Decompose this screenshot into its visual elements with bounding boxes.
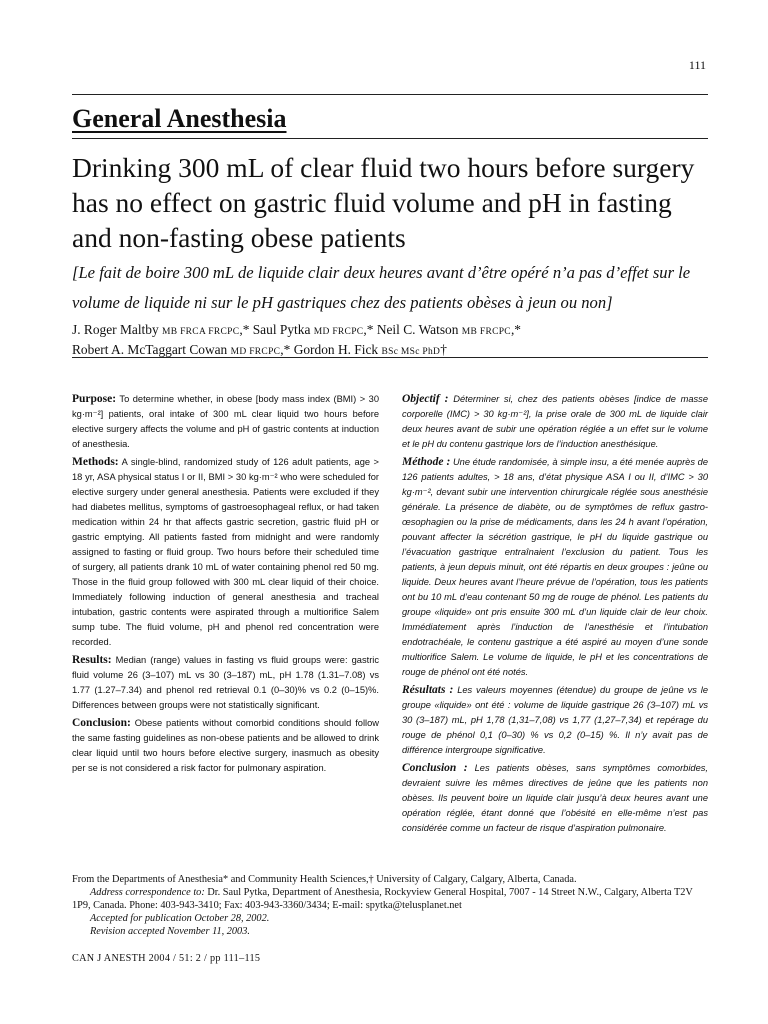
accepted-note — [72, 912, 712, 925]
article-title: Drinking 300 mL of clear fluid two hours before surgery has no effect on gastric fluid volume and pH in fasting and non-fasting obese patients — [72, 152, 695, 253]
correspondence-note — [72, 886, 712, 912]
authors-rule — [72, 357, 708, 358]
abstract-french — [402, 392, 708, 839]
conclusion-label: Conclusion: — [72, 717, 131, 729]
resultats-text: Les valeurs moyennes (étendue) du groupe de jeûne vs le groupe «liquide» ont été : volume de liquide gastrique 26 (3–107) mL vs 30 (3–187) mL, pH 1,78 (1,31–7,08) vs 1,77 (1,27–7,34) et repérage du rouge de phénol 0,1 (0–30) % vs 0,2 (0–15) %. Il n’y avait pas de différence intergroupe significative. — [402, 685, 708, 755]
author-affiliation-mark: ,* — [363, 322, 377, 337]
resultats-label: Résultats : — [402, 684, 454, 696]
purpose-label: Purpose: — [72, 393, 117, 405]
author-list — [72, 321, 712, 361]
author-credentials: MB FRCA FRCPC — [162, 327, 240, 337]
author-name: J. Roger Maltby — [72, 322, 159, 337]
author-name: Neil C. Watson — [376, 322, 459, 337]
abstract-results — [72, 653, 379, 713]
author-affiliation-mark: † — [440, 342, 447, 357]
affiliation-note: From the Departments of Anesthesia* and Community Health Sciences,† University of Calgary, Calgary, Alberta, Canada. — [72, 874, 577, 885]
correspondence-text: Dr. Saul Pytka, Department of Anesthesia, Rockyview General Hospital, 7007 - 14 Street N.W., Calgary, Alberta T2V 1P9, Canada. Phone: 403-943-3410; Fax: 403-943-3360/3434; E-mail: spytka@telusplanet.net — [72, 887, 693, 911]
author-name: Saul Pytka — [252, 322, 311, 337]
abstract-methods — [72, 455, 379, 650]
results-label: Results: — [72, 654, 112, 666]
methode-text: Une étude randomisée, à simple insu, a été menée auprès de 126 patients adultes, > 18 ans, d’état physique ASA I ou II, d’IMC > 30 kg·m⁻², devant subir une intervention chirurgicale réglée sous anesthésie générale. La présence de diabète, ou de symptômes de reflux gastro-œsophagien ou la prise de médicaments, dans les 24 h avant l’opération, pouvant affecter la sécrétion gastrique, le pH du liquide gastrique ou l’évacuation gastrique entraînaient l’exclusion du patient. Tous les patients, à jeun depuis minuit, ont été répartis en deux groupes : jeûne ou liquide. Deux heures avant l’heure prévue de l’opération, tous les patients ont bu 10 mL d’eau contenant 50 mg de rouge de phénol. Les patients du groupe «liquide» ont pris ensuite 300 mL d’un liquide clair de leur choix. Immédiatement après l’induction de l’anesthésie et l’intubation endotrachéale, le contenu gastrique a été aspiré au moyen d’une sonde multiorifice Salem. Le volume de liquide, le pH et les concentrations de rouge de phénol ont été notés. — [402, 457, 708, 677]
objectif-text: Déterminer si, chez des patients obèses [indice de masse corporelle (IMC) > 30 kg·m⁻²], la prise orale de 300 mL de liquide clair deux heures avant de subir une opération réglée a un effet sur le volume et le pH du contenu gastrique lors de l’induction anesthésique. — [402, 394, 708, 449]
heading-rule — [72, 138, 708, 139]
accepted-text: Accepted for publication October 28, 2002. — [90, 913, 270, 924]
objectif-label: Objectif : — [402, 393, 449, 405]
conclusion-fr-label: Conclusion : — [402, 762, 468, 774]
methode-label: Méthode : — [402, 456, 451, 468]
author-credentials: BSc MSc PhD — [381, 347, 441, 357]
purpose-text: To determine whether, in obese [body mass index (BMI) > 30 kg·m⁻²] patients, oral intake of 300 mL clear liquid two hours before elective surgery affects the volume and pH of gastric contents at induction of anesthesia. — [72, 394, 379, 449]
author-credentials: MB FRCPC — [461, 327, 511, 337]
french-title: [Le fait de boire 300 mL de liquide clair deux heures avant d’être opéré n’a pas d’effet sur le volume de liquide ni sur le pH gastriques chez des patients obèses à jeun ou non] — [72, 263, 691, 312]
author-affiliation-mark: ,* — [510, 322, 521, 337]
abstract-english — [72, 392, 379, 779]
abstract-conclusion — [72, 716, 379, 776]
abstract-purpose — [72, 392, 379, 452]
author-name: Gordon H. Fick — [293, 342, 379, 357]
methods-text: A single-blind, randomized study of 126 adult patients, age > 18 yr, ASA physical status I or II, BMI > 30 kg·m⁻² who were scheduled for elective surgery under general anesthesia. Patients were excluded if they had diabetes mellitus, symptoms of gastroesophageal reflux, or had taken medication within 24 hr that affects gastric secretion, gastric fluid pH or gastric emptying. All patients fasted from midnight and were randomly assigned to fasting or fluid group. Two hours before their scheduled time of surgery, all patients drank 10 mL of water containing phenol red 50 mg. Those in the fluid group followed with 300 mL clear liquid of their choice. Immediately following induction of general anesthesia and tracheal intubation, gastric contents were aspirated through a multiorifice Salem sump tube. The fluid volume, pH and phenol red concentration were recorded. — [72, 457, 379, 647]
revision-note — [72, 925, 712, 938]
resume-resultats — [402, 683, 708, 758]
methods-label: Methods: — [72, 456, 119, 468]
resume-conclusion — [402, 761, 708, 836]
results-text: Median (range) values in fasting vs fluid groups were: gastric fluid volume 26 (3–107) mL vs 30 (3–187) mL, pH 1.78 (1.31–7.08) vs 1.77 (1.27–7.34) and phenol red retrieval 0.1 (0–30)% vs 0.2 (0–15)%. Differences between groups were not statistically significant. — [72, 655, 379, 710]
resume-objectif — [402, 392, 708, 452]
author-affiliation-mark: ,* — [239, 322, 253, 337]
page-number: 111 — [688, 58, 706, 72]
author-credentials: MD FRCPC — [313, 327, 364, 337]
journal-reference: CAN J ANESTH 2004 / 51: 2 / pp 111–115 — [72, 953, 261, 964]
footnotes — [72, 873, 712, 938]
author-affiliation-mark: ,* — [280, 342, 294, 357]
top-rule — [72, 94, 708, 95]
correspondence-label: Address correspondence to: — [90, 887, 205, 898]
revision-text: Revision accepted November 11, 2003. — [90, 926, 250, 937]
author-credentials: MD FRCPC — [230, 347, 281, 357]
conclusion-fr-text: Les patients obèses, sans symptômes comorbides, devraient suivre les mêmes directives de jeûne que les patients non obèses. Ils peuvent boire un liquide clair jusqu’à deux heures avant une opération réglée, étant donné que l’obésité en elle-même n’est pas considérée comme un facteur de risque d’aspiration pulmonaire. — [402, 763, 708, 833]
resume-methode — [402, 455, 708, 680]
author-name: Robert A. McTaggart Cowan — [72, 342, 228, 357]
section-heading: General Anesthesia — [72, 104, 287, 133]
conclusion-text: Obese patients without comorbid conditions should follow the same fasting guidelines as non-obese patients and be allowed to drink clear liquid until two hours before elective surgery, inasmuch as obesity per se is not considered a risk factor for pulmonary aspiration. — [72, 718, 379, 773]
